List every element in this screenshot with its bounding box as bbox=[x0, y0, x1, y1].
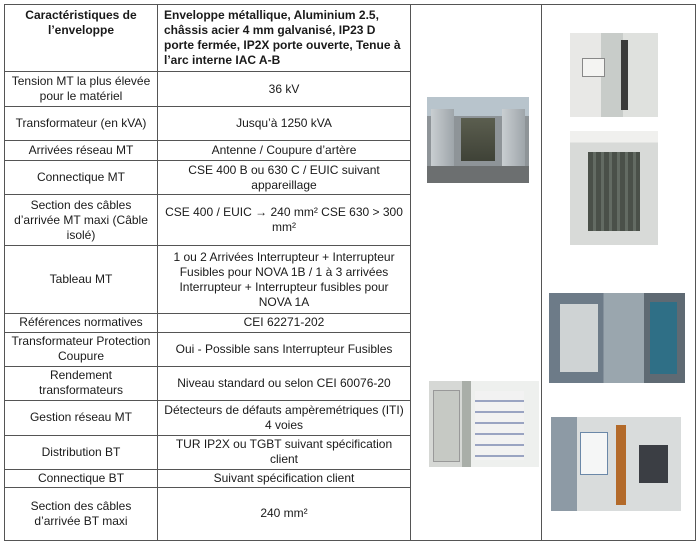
row-label: Arrivées réseau MT bbox=[5, 141, 158, 161]
wiring-photo bbox=[551, 417, 681, 511]
row-value: 36 kV bbox=[158, 72, 411, 107]
panel-photo bbox=[549, 293, 685, 383]
header-label: Caractéristiques de l’enveloppe bbox=[5, 5, 158, 72]
row-label: Gestion réseau MT bbox=[5, 400, 158, 435]
photo-column-center bbox=[411, 5, 542, 541]
transformer-photo bbox=[570, 131, 658, 245]
photo-column-right bbox=[542, 5, 696, 541]
row-label: Tableau MT bbox=[5, 246, 158, 313]
row-value: Jusqu’à 1250 kVA bbox=[158, 107, 411, 141]
row-value: Détecteurs de défauts ampèremétriques (ITI) 4 voies bbox=[158, 400, 411, 435]
row-value: Antenne / Coupure d’artère bbox=[158, 141, 411, 161]
switchgear-photo bbox=[570, 33, 658, 117]
row-value: Niveau standard ou selon CEI 60076-20 bbox=[158, 366, 411, 400]
substation-photo bbox=[427, 97, 529, 183]
row-label: Section des câbles d’arrivée MT maxi (Câble isolé) bbox=[5, 195, 158, 246]
cabinet-photo bbox=[429, 381, 539, 467]
row-label: Connectique BT bbox=[5, 469, 158, 487]
row-label: Références normatives bbox=[5, 313, 158, 332]
row-value: 240 mm² bbox=[158, 487, 411, 540]
row-label: Section des câbles d’arrivée BT maxi bbox=[5, 487, 158, 540]
header-value: Enveloppe métallique, Aluminium 2.5, châssis acier 4 mm galvanisé, IP23 D porte fermée, IP2X porte ouverte, Tenue à l’arc interne IAC A-B bbox=[158, 5, 411, 72]
row-value: CSE 400 / EUIC → 240 mm² CSE 630 > 300 mm² bbox=[158, 195, 411, 246]
row-label: Transformateur Protection Coupure bbox=[5, 332, 158, 366]
row-value: Oui - Possible sans Interrupteur Fusibles bbox=[158, 332, 411, 366]
row-value: 1 ou 2 Arrivées Interrupteur + Interrupteur Fusibles pour NOVA 1B / 1 à 3 arrivées Interrupteur + Interrupteur fusibles pour NOVA 1A bbox=[158, 246, 411, 313]
row-label: Tension MT la plus élevée pour le matériel bbox=[5, 72, 158, 107]
row-value: CEI 62271-202 bbox=[158, 313, 411, 332]
row-label: Distribution BT bbox=[5, 435, 158, 469]
row-label: Transformateur (en kVA) bbox=[5, 107, 158, 141]
row-label: Connectique MT bbox=[5, 161, 158, 195]
row-value: Suivant spécification client bbox=[158, 469, 411, 487]
spec-table bbox=[4, 4, 696, 541]
row-value: TUR IP2X ou TGBT suivant spécification client bbox=[158, 435, 411, 469]
row-label: Rendement transformateurs bbox=[5, 366, 158, 400]
row-value: CSE 400 B ou 630 C / EUIC suivant appareillage bbox=[158, 161, 411, 195]
table-row bbox=[5, 5, 696, 72]
